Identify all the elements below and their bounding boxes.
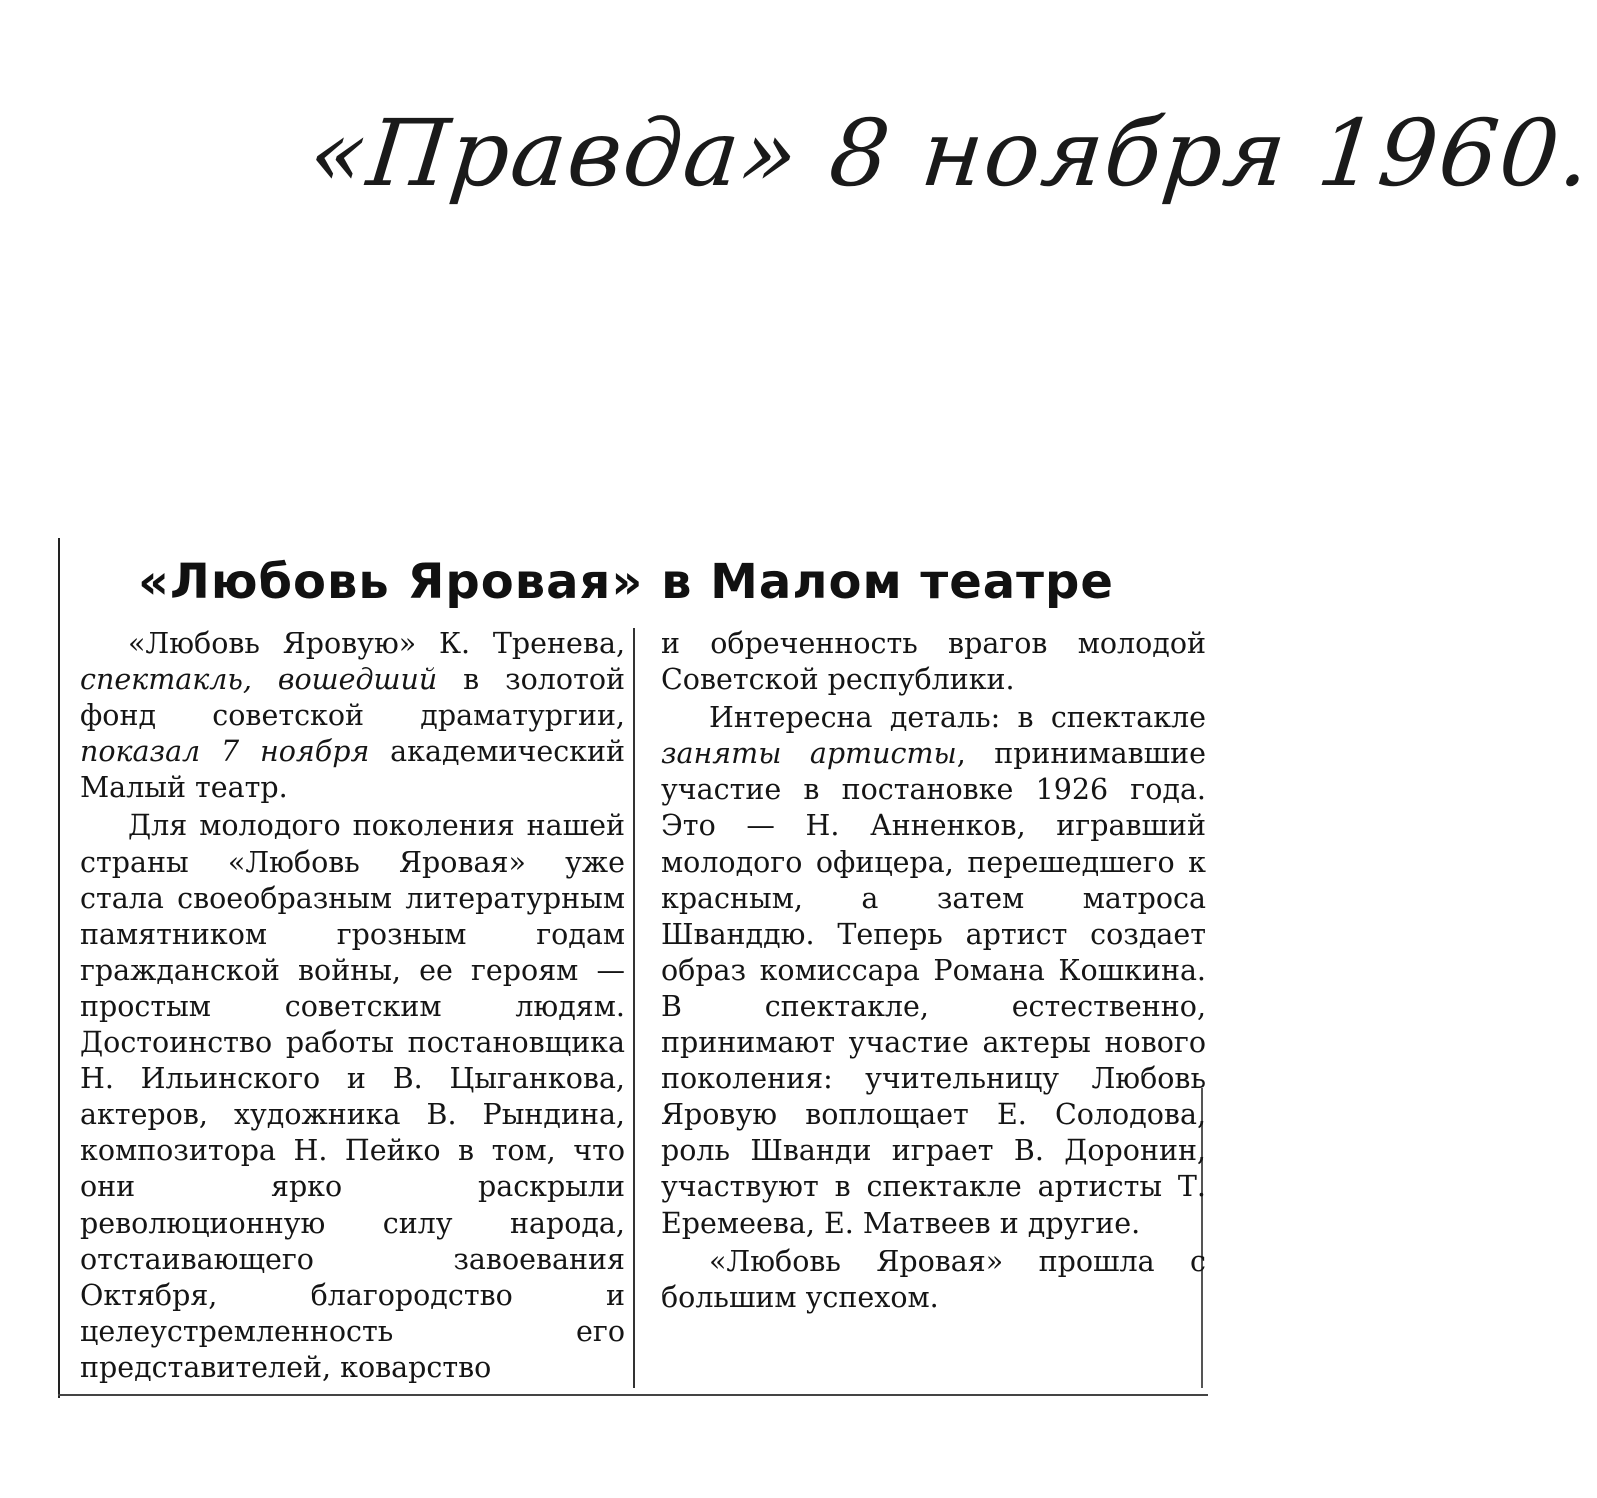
paragraph: «Любовь Яровую» К. Тренева, спектакль, вошедший в золотой фонд советской драматургии, показал 7 ноября академический Малый театр.	[80, 627, 625, 805]
paragraph: «Любовь Яровая» прошла с большим успехом.	[661, 1244, 1206, 1314]
newspaper-clipping	[58, 528, 1208, 1398]
column-divider	[633, 628, 635, 1388]
clipping-edge-bottom	[58, 1394, 1208, 1396]
article-headline: «Любовь Яровая» в Малом театре	[138, 554, 1114, 610]
paragraph: Для молодого поколения нашей страны «Любовь Яровая» уже стала своеобразным литературным памятником грозным годам гражданской войны, ее героям — простым советским людям. Достоинство работы постановщика Н. Ильинского и В. Цыганкова, актеров, художника В. Рындина, композитора Н. Пейко в том, что они ярко раскрыли революционную силу народа, отстаивающего завоевания Октября, благородство и целеустремленность его представителей, коварство	[80, 809, 625, 1384]
handwritten-annotation	[304, 60, 1597, 290]
article-column-right	[661, 626, 1206, 1316]
handwritten-note: «Правда» 8 ноября 1960.	[304, 100, 1597, 207]
paragraph: и обреченность врагов молодой Советской республики.	[661, 627, 1206, 697]
article-column-left	[80, 626, 625, 1386]
clipping-edge-left	[58, 538, 60, 1398]
paragraph: Интересна деталь: в спектакле заняты артисты, принимавшие участие в постановке 1926 года. Это — Н. Анненков, игравший молодого офицера, перешедшего к красным, а затем матроса Шванддю. Теперь артист создает образ комиссара Романа Кошкина. В спектакле, естественно, принимают участие актеры нового поколения: учительницу Любовь Яровую воплощает Е. Солодова, роль Шванди играет В. Доронин, участвуют в спектакле артисты Т. Еремеева, Е. Матвеев и другие.	[661, 701, 1206, 1240]
